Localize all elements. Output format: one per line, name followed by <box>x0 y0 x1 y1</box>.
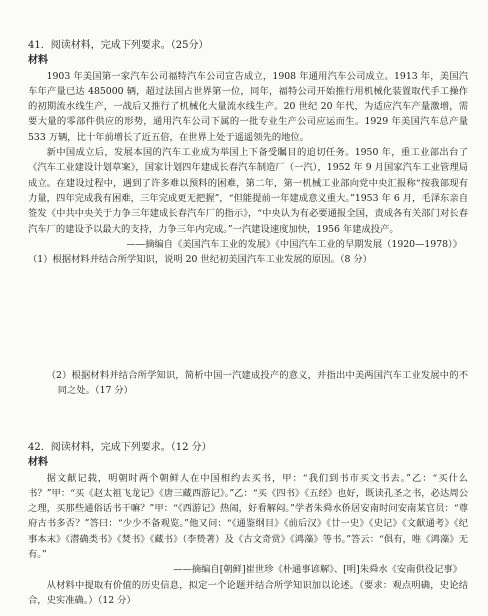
q41-subquestion-2-block <box>28 368 468 399</box>
q41-subquestion-1: （1）根据材料并结合所学知识，说明 20 世纪初美国汽车工业发展的原因。（8 分） <box>28 254 372 266</box>
q41-paragraph-1: 1903 年美国第一家汽车公司福特汽车公司宣告成立，1908 年通用汽车公司成立。1913 年，美国汽车年产量已达 485000 辆，超过法国占世界第一位，同年，福特公司开始推行用机械化装置取代手工操作的初期流水线生产，一战后又推行了机械化大量流水线生产。20 世纪 20 年代，为适应汽车产量激增，需要大量的零部件供应的形势，通用汽车公司下属的一批专业生产公司应运而生。1929 年美国汽车总产量 533 万辆，比十年前增长了近五倍，在世界上处于遥遥领先的地位。 <box>28 70 468 143</box>
question-42 <box>28 440 468 608</box>
q42-subquestion: 从材料中提取有价值的历史信息，拟定一个论题并结合所学知识加以论述。（要求：观点明确，史论结合，史实准确。）（12 分） <box>28 579 468 606</box>
q41-source: ——摘编自《美国汽车工业的发展》《中国汽车工业的早期发展（1920—1978）》 <box>126 238 462 250</box>
q41-heading: 41．阅读材料，完成下列要求。（25分） <box>28 40 209 51</box>
q42-source: ——摘编自[朝鲜]崔世珍《朴通事谚解》、[明]朱舜水《安南供役记事》 <box>173 564 462 576</box>
q41-subquestion-2: （2）根据材料并结合所学知识，简析中国一汽建成投产的意义，并指出中美两国汽车工业发展中的不同之处。（17 分） <box>46 370 468 397</box>
q42-heading: 42．阅读材料，完成下列要求。（12 分） <box>28 442 212 453</box>
q42-paragraph-1: 据文献记载，明朝时两个朝鲜人在中国相约去买书，甲：“我们到书市买文书去。”乙：“买什么书？”甲：“买《赵太祖飞龙记》《唐三藏西游记》。”乙：“买《四书》《五经》也好，既读孔圣之书，必达周公之理，买那些通俗话书干嘛？”甲：“《西游记》热闹，好看解闷。”学者朱舜水侨居安南时问安南某官员：“尊府古书多否？”答曰：“少少不备观览。”他又问：“《通鉴纲目》《前后汉》《廿一史》《史记》《文献通考》《纪事本末》《潜确类书》《焚书》《藏书》（李贽著）及《古文奇赏》《鸿藻》等书。”答云：“俱有，唯《鸿藻》无有。” <box>28 472 468 561</box>
q41-paragraph-2: 新中国成立后，发展本国的汽车工业成为举国上下备受瞩目的追切任务。1950 年，重工业部出台了《汽车工业建设计划草案》，国家计划四年建成长春汽车制造厂（一汽），1952 年 9 月国家汽车工业管理局成立。在建设过程中，遇到了许多难以预料的困难，第二年，第一机械工业部向党中央汇报称“按我部现有力量，四年完成我有困难，三年完成更无把握”，“但能提前一年建成意义重大。”1953 年 6 月，毛泽东亲自签发《中共中央关于力争三年建成长春汽车厂的指示》，“中央认为有必要通报全国，责成各有关部门对长春汽车厂的建设予以最大的支持，力争三年内完成。”一汽建设速度加快，1956 年建成投产。 <box>28 147 468 235</box>
q42-material-label: 材料 <box>28 457 48 469</box>
question-41 <box>28 38 468 267</box>
q41-material-label: 材料 <box>28 55 48 67</box>
